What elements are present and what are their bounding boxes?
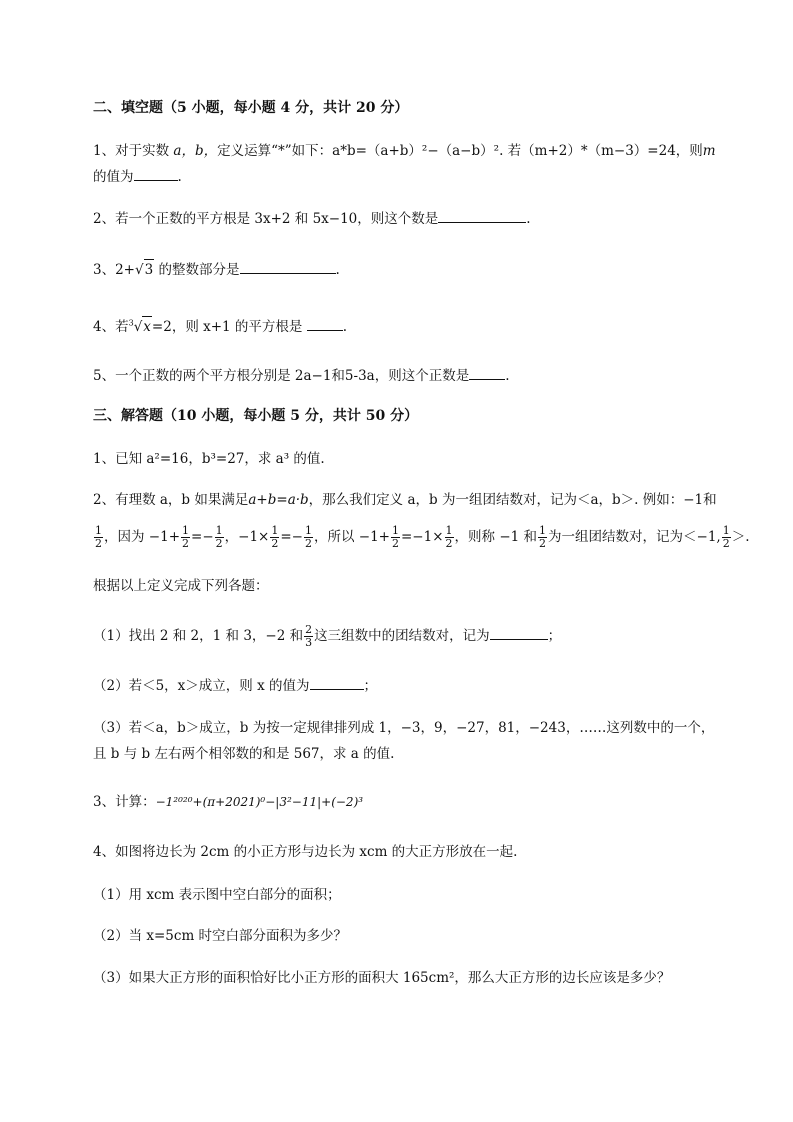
q-num: 5、 [93, 368, 116, 384]
root-index: 3 [128, 318, 134, 328]
s3q2-line1-eq: a+b=a·b [248, 492, 309, 508]
s3q2-sub2 [93, 676, 377, 696]
q-num: 3、 [93, 262, 116, 278]
q5-text: 一个正数的两个平方根分别是 2a−1和5-3a，则这个正数是 [115, 368, 470, 384]
q3-text: 的整数部分是 [158, 262, 240, 278]
fraction-one-half: $\frac{1}{2}$ [182, 524, 190, 550]
s3-question-2-line2 [93, 523, 750, 551]
answer-blank[interactable] [490, 627, 548, 640]
q3-end: . [335, 262, 340, 278]
s3q2-text: ，−1× [224, 529, 270, 545]
q-num: 2、 [93, 492, 116, 508]
s3-question-1 [93, 449, 325, 469]
q3-pre: 2+ [115, 262, 135, 278]
s2-question-5 [93, 366, 510, 386]
q-num: 4、 [93, 844, 116, 860]
s3-question-3 [93, 792, 363, 812]
q-num: 1、 [93, 143, 116, 159]
s2-question-2 [93, 209, 531, 229]
q4-eq: =2，则 x+1 的平方根是 [151, 319, 303, 335]
s3q2-sub1-end: ； [547, 628, 562, 644]
q4-pre: 若 [115, 319, 129, 335]
s3q2-sub1-text: （1）找出 2 和 2，1 和 3，−2 和 [93, 628, 304, 644]
sqrt-sign: √ [135, 262, 144, 278]
s3q4-sub2: （2）当 x=5cm 时空白部分面积为多少？ [93, 928, 348, 944]
fraction-one-half: $\frac{1}{2}$ [445, 524, 453, 550]
s3q2-text: =− [191, 529, 214, 545]
fraction-one-half: $\frac{1}{2}$ [304, 524, 312, 550]
s3q2-text: =−1× [401, 529, 444, 545]
q1-end: . [177, 169, 182, 185]
answer-blank[interactable] [240, 261, 336, 274]
q1-definition: a*b=（a+b）²−（a−b）² [332, 143, 500, 159]
fraction-one-half: $\frac{1}{2}$ [95, 524, 102, 550]
s2-question-1-line1 [93, 141, 716, 161]
fraction-one-half: $\frac{1}{2}$ [215, 524, 223, 550]
q4-radicand: x [142, 316, 152, 337]
s3-question-2-line1 [93, 490, 717, 510]
answer-blank[interactable] [310, 677, 364, 690]
q3-radicand: 3 [144, 259, 155, 280]
s3q2-text: ，所以 −1+ [313, 529, 390, 545]
s3q2-sub2-text: （2）若＜5，x＞成立，则 x 的值为 [93, 678, 310, 694]
s3q2-sub3-line1: （3）若＜a，b＞成立，b 为按一定规律排列成 1，−3，9，−27，81，−243，……这列数中的一个， [93, 720, 715, 736]
s3q2-text: =− [280, 529, 303, 545]
s2-question-3 [93, 259, 340, 280]
section-2-heading: 二、填空题（5 小题，每小题 4 分，共计 20 分） [93, 100, 409, 116]
s3q2-sub1-text: 这三组数中的团结数对，记为 [314, 628, 490, 644]
s3q2-sub2-end: ； [363, 678, 377, 694]
answer-blank[interactable] [438, 210, 526, 223]
s3-question-4 [93, 842, 517, 862]
s2-question-1-line2 [93, 167, 182, 187]
answer-blank[interactable] [469, 367, 505, 380]
s3q3-label: 计算： [115, 794, 156, 810]
answer-blank[interactable] [134, 168, 178, 181]
q1-text-b: 定义运算“*”如下： [217, 143, 333, 159]
fraction-one-half: $\frac{1}{2}$ [271, 524, 279, 550]
q-num: 1、 [93, 451, 116, 467]
fraction-one-half: $\frac{1}{2}$ [539, 524, 547, 550]
s3q2-text: 为一组团结数对，记为＜−1, [548, 529, 721, 545]
s3q4-sub3: （3）如果大正方形的面积恰好比小正方形的面积大 165cm²，那么大正方形的边长应该是多少？ [93, 970, 671, 986]
fraction-two-thirds: $\frac{2}{3}$ [305, 623, 313, 649]
q-num: 3、 [93, 794, 116, 810]
s3q4-text: 如图将边长为 2cm 的小正方形与边长为 xcm 的大正方形放在一起. [115, 844, 518, 860]
q1-text-a: 对于实数 [115, 143, 170, 159]
s3q2-line1-a: 有理数 a，b 如果满足 [115, 492, 249, 508]
fraction-one-half: $\frac{1}{2}$ [392, 524, 399, 550]
s2-question-4 [93, 316, 347, 337]
s3q2-text: ＞. [731, 529, 750, 545]
q2-end: . [526, 211, 531, 227]
s3q1-text: 已知 a²=16，b³=27，求 a³ 的值. [115, 451, 325, 467]
s3q2-sub1 [93, 622, 561, 650]
q-num: 4、 [93, 319, 116, 335]
s3q2-intro: 根据以上定义完成下列各题： [93, 578, 269, 594]
s3q4-sub1: （1）用 xcm 表示图中空白部分的面积； [93, 887, 341, 903]
answer-blank[interactable] [307, 318, 343, 331]
s3q2-text: ，则称 −1 和 [454, 529, 538, 545]
root-sign: √ [133, 319, 143, 335]
q-num: 2、 [93, 211, 116, 227]
q5-end: . [505, 368, 510, 384]
q1-text-c: . 若（m+2）*（m−3）=24，则 [499, 143, 703, 159]
q1-var-m: m [702, 143, 716, 159]
q4-end: . [342, 319, 348, 335]
s3q3-expression: −1²⁰²⁰+(π+2021)⁰−|3²−11|+(−2)³ [155, 795, 364, 809]
fraction-one-half: $\frac{1}{2}$ [722, 524, 730, 550]
q1-vars: a，b， [173, 143, 218, 159]
s3q2-line1-b: ，那么我们定义 a，b 为一组团结数对，记为＜a，b＞. 例如：−1和 [308, 492, 717, 508]
q2-text: 若一个正数的平方根是 3x+2 和 5x−10，则这个数是 [115, 211, 439, 227]
section-3-heading: 三、解答题（10 小题，每小题 5 分，共计 50 分） [93, 408, 419, 424]
s3q2-text: ，因为 −1+ [104, 529, 181, 545]
s3q2-sub3-line2: 且 b 与 b 左右两个相邻数的和是 567，求 a 的值. [93, 746, 395, 762]
q1-text-d: 的值为 [93, 169, 134, 185]
